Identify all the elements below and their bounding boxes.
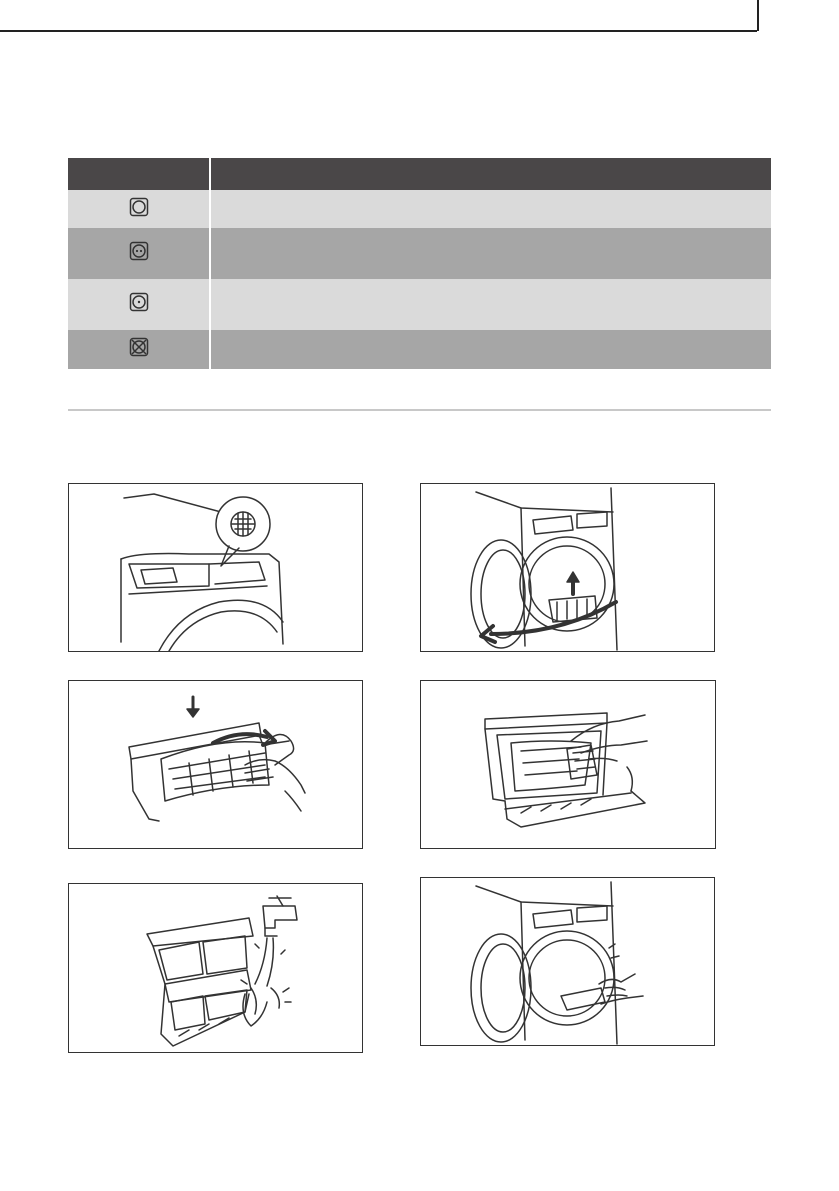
rinse-filter-figure (68, 883, 363, 1053)
table-header-row (68, 158, 771, 190)
reinsert-filter-figure (420, 877, 715, 1046)
do-not-tumble-dry-icon (129, 337, 149, 357)
table-row (68, 330, 771, 369)
remove-lint-figure (420, 680, 716, 849)
description-cell (210, 330, 771, 369)
table-row (68, 279, 771, 330)
up-arrow-icon (567, 572, 579, 582)
header-description-cell (210, 158, 771, 190)
symbol-cell (68, 228, 210, 279)
header-rule-tick (757, 0, 759, 31)
description-cell (210, 279, 771, 330)
symbol-cell (68, 330, 210, 369)
section-divider (68, 409, 771, 411)
symbol-cell (68, 279, 210, 330)
down-arrow-icon (187, 697, 199, 717)
open-filter-figure (68, 680, 363, 849)
description-cell (210, 228, 771, 279)
header-symbol-cell (68, 158, 210, 190)
drying-symbols-table (68, 158, 771, 369)
tumble-dry-high-heat-icon (129, 241, 149, 261)
tumble-dry-normal-icon (129, 197, 149, 217)
symbol-cell (68, 190, 210, 228)
water-tap-icon (263, 896, 297, 936)
filter-grid-icon (231, 512, 255, 536)
table-row (68, 228, 771, 279)
open-door-remove-filter-figure (420, 483, 715, 652)
filter-location-figure (68, 483, 363, 652)
header-rule-line (0, 30, 757, 32)
table-row (68, 190, 771, 228)
description-cell (210, 190, 771, 228)
tumble-dry-low-heat-icon (129, 292, 149, 312)
